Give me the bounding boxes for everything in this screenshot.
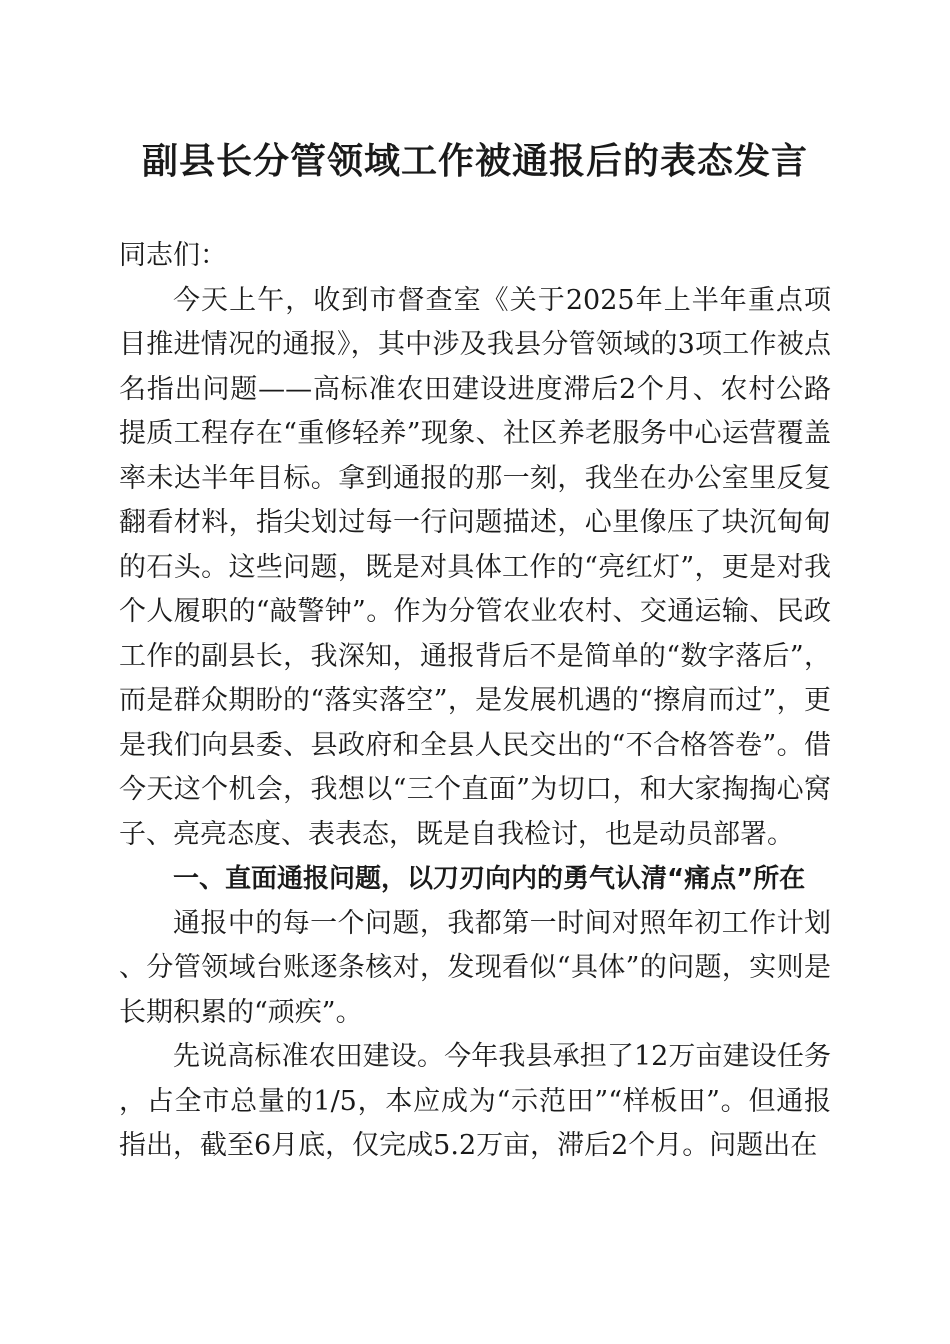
paragraph-section-1: 通报中的每一个问题，我都第一时间对照年初工作计划、分管领域台账逐条核对，发现看似“具体”的问题，实则是长期积累的“顽疾”。 [119, 907, 831, 1028]
paragraph-section-2: 先说高标准农田建设。今年我县承担了12万亩建设任务，占全市总量的1/5，本应成为“示范田”“样板田”。但通报指出，截至6月底，仅完成5.2万亩，滞后2个月。问题出在 [119, 1041, 831, 1161]
document-title: 副县长分管领域工作被通报后的表态发言 [141, 140, 808, 182]
section-heading-1: 一、直面通报问题，以刀刃向内的勇气认清“痛点”所在 [173, 864, 806, 894]
salutation: 同志们： [119, 240, 227, 271]
paragraph-intro: 今天上午，收到市督查室《关于2025年上半年重点项目推进情况的通报》，其中涉及我县分管领域的3项工作被点名指出问题——高标准农田建设进度滞后2个月、农村公路提质工程存在“重修轻养”现象、社区养老服务中心运营覆盖率未达半年目标。拿到通报的那一刻，我坐在办公室里反复翻看材料，指尖划过每一行问题描述，心里像压了块沉甸甸的石头。这些问题，既是对具体工作的“亮红灯”，更是对我个人履职的“敲警钟”。作为分管农业农村、交通运输、民政工作的副县长，我深知，通报背后不是简单的“数字落后”，而是群众期盼的“落实落空”，是发展机遇的“擦肩而过”，更是我们向县委、县政府和全县人民交出的“不合格答卷”。借今天这个机会，我想以“三个直面”为切口，和大家掏掏心窝子、亮亮态度、表表态，既是自我检讨，也是动员部署。 [119, 284, 831, 850]
document-body [119, 234, 831, 1169]
